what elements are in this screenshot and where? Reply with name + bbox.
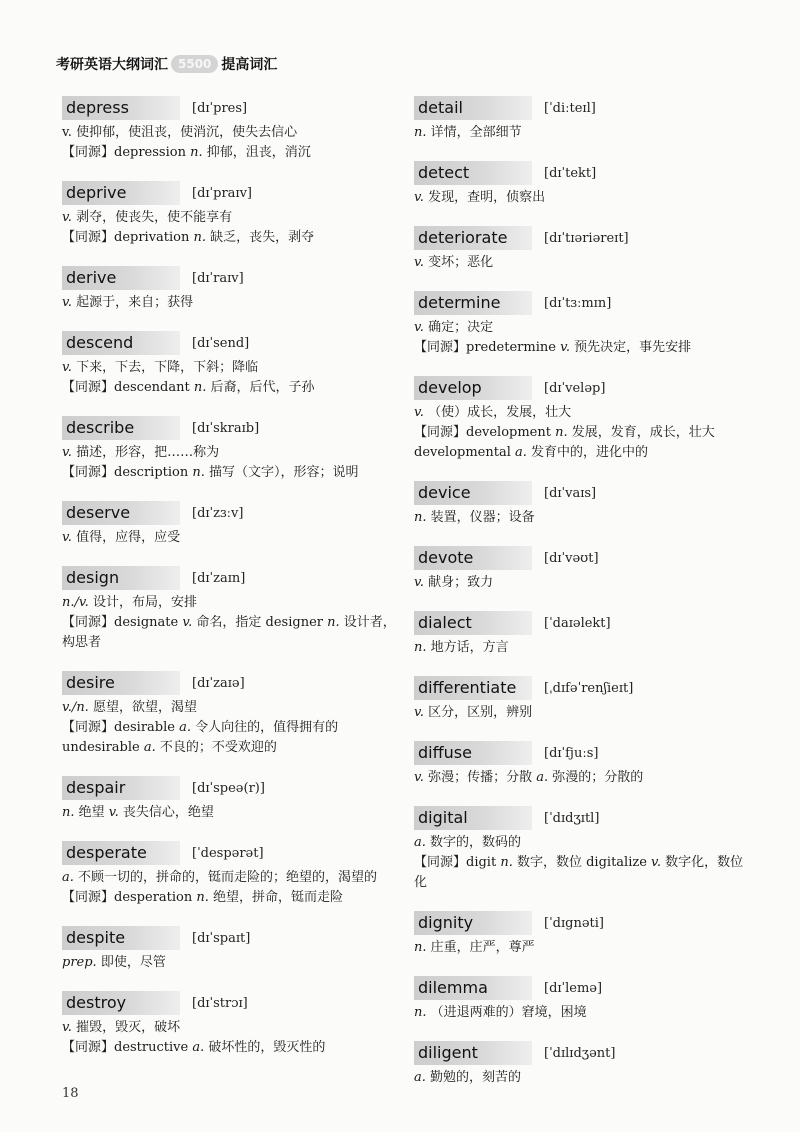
definition-text: 令人向往的，值得拥有的 undesirable [62,720,339,755]
phonetic: [ˈdɪlɪdʒənt] [544,1045,616,1061]
cognate-line [62,228,402,248]
definition-text: 不良的；不受欢迎的 [155,740,277,755]
entry-headline [414,1041,754,1065]
cognate-line [62,613,402,653]
phonetic: [dɪˈtekt] [544,165,597,181]
definition-line [414,768,754,788]
entry-detail [414,96,754,143]
headword: develop [414,376,532,400]
entry-device [414,481,754,528]
header-subtitle: 提高词汇 [221,57,278,73]
part-of-speech: a. [515,445,527,460]
definition-text: 【同源】deprivation [62,230,194,245]
part-of-speech: n. [190,145,203,160]
definition-text: 庄重，庄严，尊严 [426,940,535,955]
entry-headline [414,161,754,185]
cognate-line [62,1038,402,1058]
definition-line [62,698,402,718]
entry-derive [62,266,402,313]
definition-text: 【同源】descendant [62,380,194,395]
cognate-line [62,718,402,758]
definition-text: 【同源】desperation [62,890,197,905]
entry-deprive [62,181,402,248]
definition-text: 【同源】development [414,425,556,440]
definition-text: 设计，布局，安排 [88,595,197,610]
entry-headline [414,911,754,935]
part-of-speech: v. [414,405,424,420]
entry-headline [414,481,754,505]
cognate-line [62,143,402,163]
definition-text: 【同源】predetermine [414,340,561,355]
definition-line [414,123,754,143]
headword: deserve [62,501,180,525]
entry-design [62,566,402,653]
part-of-speech: n. [414,940,427,955]
definition-text: 描写（文字），形容；说明 [204,465,359,480]
definition-line [62,443,402,463]
phonetic: [dɪˈpres] [192,100,248,116]
part-of-speech: v. [414,255,424,270]
part-of-speech: v. [62,1020,72,1035]
entry-headline [62,266,402,290]
cognate-line [62,888,402,908]
phonetic: [ˈdɪdʒɪtl] [544,810,600,826]
part-of-speech: n. [555,425,568,440]
phonetic: [dɪˈtɪəriəreɪt] [544,230,629,246]
headword: derive [62,266,180,290]
entry-headline [414,546,754,570]
cognate-line [414,853,754,893]
part-of-speech: v./n. [62,700,89,715]
entry-headline [414,806,754,830]
part-of-speech: n. [193,380,207,395]
phonetic: [dɪˈspeə(r)] [192,780,265,796]
definition-text: 后裔，后代，子孙 [206,380,315,395]
part-of-speech: v. [414,575,424,590]
phonetic: [dɪˈlemə] [544,980,603,996]
definition-text: 绝望 [74,805,109,820]
phonetic: [dɪˈstrɔɪ] [192,995,248,1011]
definition-text: 发现，查明，侦察出 [423,190,546,205]
definition-text: 数字，数位 digitalize [512,855,652,870]
page-number: 18 [62,1086,79,1101]
phonetic: [dɪˈpraɪv] [192,185,252,201]
headword: determine [414,291,532,315]
phonetic: [dɪˈvaɪs] [544,485,597,501]
definition-text: （使）成长，发展，壮大 [423,405,572,420]
part-of-speech: v. [414,190,424,205]
part-of-speech: v. [62,210,72,225]
phonetic: [ˈdɪgnəti] [544,915,604,931]
definition-text: 装置，仪器；设备 [426,510,535,525]
definition-text: 区分，区别，辨别 [423,705,533,720]
definition-text: 描述，形容，把……称为 [71,445,220,460]
definition-text: 数字的，数码的 [425,835,522,850]
phonetic: [dɪˈzɜːv] [192,505,244,521]
running-header [56,54,277,74]
entry-despair [62,776,402,823]
cognate-line [62,463,402,483]
part-of-speech: v. [560,340,570,355]
entry-dialect [414,611,754,658]
phonetic: [ˌdɪfəˈrenʃieɪt] [544,680,634,696]
definition-line [62,803,402,823]
headword: digital [414,806,532,830]
definition-text: 【同源】digit [414,855,501,870]
entry-despite [62,926,402,973]
definition-text: 详情，全部细节 [426,125,522,140]
definition-line [62,1018,402,1038]
part-of-speech: n. [327,615,340,630]
entry-headline [414,226,754,250]
definition-line [62,528,402,548]
definition-text: 献身；致力 [423,575,494,590]
entry-headline [62,671,402,695]
part-of-speech: a. [414,1070,426,1085]
headword: dialect [414,611,532,635]
entry-headline [414,976,754,1000]
definition-text: 下来，下去，下降，下斜；降临 [71,360,259,375]
definition-text: 丧失信心，绝望 [118,805,214,820]
definition-text: 剥夺，使丧失，使不能享有 [71,210,233,225]
headword: dilemma [414,976,532,1000]
headword: design [62,566,180,590]
part-of-speech: n./v. [62,595,89,610]
entry-diffuse [414,741,754,788]
definition-line [62,358,402,378]
definition-text: 摧毁，毁灭，破坏 [71,1020,181,1035]
part-of-speech: v. [62,530,72,545]
headword: destroy [62,991,180,1015]
part-of-speech: n. [193,230,207,245]
headword: dignity [414,911,532,935]
definition-line [414,1003,754,1023]
definition-line [62,293,402,313]
definition-line [62,953,402,973]
phonetic: [dɪˈskraɪb] [192,420,260,436]
phonetic: [dɪˈspaɪt] [192,930,251,946]
definition-text: 弥漫；传播；分散 [423,770,537,785]
definition-line [62,593,402,613]
cognate-line [62,378,402,398]
part-of-speech: n. [62,805,75,820]
headword: detect [414,161,532,185]
definition-text: 设计者，构思者 [62,615,396,650]
phonetic: [dɪˈzaɪə] [192,675,245,691]
left-column [62,96,402,1076]
entry-develop [414,376,754,463]
part-of-speech: v. [62,295,72,310]
headword: despair [62,776,180,800]
entry-destroy [62,991,402,1058]
definition-line [414,703,754,723]
definition-text: 【同源】designate [62,615,183,630]
entry-headline [62,841,402,865]
headword: diffuse [414,741,532,765]
part-of-speech: v. [108,805,119,820]
part-of-speech: a. [536,770,549,785]
definition-text: 【同源】description [62,465,193,480]
header-badge: 5500 [171,55,218,73]
phonetic: [dɪˈzaɪn] [192,570,246,586]
definition-line [414,508,754,528]
definition-text: 变坏；恶化 [423,255,494,270]
entry-headline [62,181,402,205]
entry-headline [62,991,402,1015]
part-of-speech: prep. [62,955,97,970]
cognate-line [414,423,754,463]
definition-line [62,868,402,888]
part-of-speech: a. [62,870,74,885]
definition-line [414,638,754,658]
headword: diligent [414,1041,532,1065]
definition-line [414,833,754,853]
entry-digital [414,806,754,893]
entry-headline [414,291,754,315]
entry-desperate [62,841,402,908]
phonetic: [dɪˈraɪv] [192,270,244,286]
definition-text: 值得，应得，应受 [71,530,181,545]
entry-headline [414,96,754,120]
entry-headline [414,611,754,635]
part-of-speech: v. [62,445,72,460]
entry-differentiate [414,676,754,723]
entry-dilemma [414,976,754,1023]
definition-line [414,318,754,338]
definition-text: 使抑郁，使沮丧，使消沉，使失去信心 [76,125,298,140]
phonetic: [dɪˈsend] [192,335,250,351]
headword: desperate [62,841,180,865]
entry-headline [414,741,754,765]
phonetic: [dɪˈvəʊt] [544,550,599,566]
definition-line [414,188,754,208]
definition-text: 发育中的，进化中的 [526,445,649,460]
definition-text: 数字化，数位化 [414,855,744,890]
definition-line [414,1068,754,1088]
definition-text: 即使，尽管 [96,955,166,970]
headword: despite [62,926,180,950]
entry-devote [414,546,754,593]
headword: detail [414,96,532,120]
definition-line [414,573,754,593]
definition-text: （进退两难的）窘境，困境 [426,1005,587,1020]
part-of-speech: n. [196,890,209,905]
definition-text: 愿望，欲望，渴望 [88,700,197,715]
right-column [414,96,754,1106]
entry-detect [414,161,754,208]
definition-text: 地方话，方言 [426,640,509,655]
part-of-speech: v. [414,320,424,335]
definition-line [62,123,402,143]
headword: describe [62,416,180,440]
entry-diligent [414,1041,754,1088]
part-of-speech: n. [414,1005,427,1020]
part-of-speech: v. [414,770,424,785]
headword: device [414,481,532,505]
definition-text: 【同源】desirable [62,720,180,735]
entry-deserve [62,501,402,548]
part-of-speech: n. [414,640,427,655]
entry-desire [62,671,402,758]
definition-text: 【同源】destructive [62,1040,193,1055]
definition-text: 抑郁，沮丧，消沉 [202,145,311,160]
definition-text: 发展，发育，成长，壮大 developmental [414,425,715,460]
entry-headline [62,96,402,120]
definition-text: 命名，指定 designer [192,615,328,630]
headword: deprive [62,181,180,205]
headword: devote [414,546,532,570]
part-of-speech: a. [414,835,426,850]
part-of-speech: n. [500,855,513,870]
part-of-speech: n. [414,125,427,140]
cognate-line [414,338,754,358]
phonetic: [dɪˈtɜːmɪn] [544,295,612,311]
definition-text: 缺乏，丧失，剥夺 [206,230,315,245]
part-of-speech: v. [414,705,424,720]
definition-text: v. [62,125,77,140]
entry-headline [62,416,402,440]
entry-headline [414,676,754,700]
definition-text: 起源于，来自；获得 [71,295,194,310]
entry-dignity [414,911,754,958]
headword: desire [62,671,180,695]
definition-text: 【同源】depression [62,145,191,160]
part-of-speech: a. [192,1040,205,1055]
entry-headline [62,501,402,525]
entry-headline [414,376,754,400]
entry-headline [62,776,402,800]
phonetic: [ˈdaɪəlekt] [544,615,611,631]
entry-headline [62,566,402,590]
part-of-speech: v. [182,615,193,630]
headword: differentiate [414,676,532,700]
part-of-speech: v. [651,855,661,870]
phonetic: [dɪˈfjuːs] [544,745,599,761]
definition-text: 预先决定，事先安排 [570,340,692,355]
definition-line [414,938,754,958]
part-of-speech: v. [62,360,72,375]
headword: deteriorate [414,226,532,250]
definition-line [414,253,754,273]
phonetic: [ˈdiːteɪl] [544,100,596,116]
definition-text: 确定；决定 [423,320,494,335]
definition-text: 不顾一切的，拼命的，铤而走险的；绝望的，渴望的 [73,870,378,885]
part-of-speech: n. [414,510,427,525]
part-of-speech: a. [179,720,192,735]
phonetic: [ˈdespərət] [192,845,264,861]
part-of-speech: n. [192,465,205,480]
part-of-speech: a. [143,740,156,755]
definition-text: 弥漫的；分散的 [548,770,644,785]
definition-text: 绝望，拼命，铤而走险 [208,890,344,905]
header-title: 考研英语大纲词汇 [56,57,168,73]
headword: descend [62,331,180,355]
entry-depress [62,96,402,163]
definition-text: 勤勉的，刻苦的 [425,1070,522,1085]
phonetic: [dɪˈveləp] [544,380,606,396]
entry-deteriorate [414,226,754,273]
entry-describe [62,416,402,483]
definition-text: 破坏性的，毁灭性的 [204,1040,326,1055]
entry-determine [414,291,754,358]
definition-line [414,403,754,423]
entry-headline [62,331,402,355]
definition-line [62,208,402,228]
entry-headline [62,926,402,950]
headword: depress [62,96,180,120]
entry-descend [62,331,402,398]
